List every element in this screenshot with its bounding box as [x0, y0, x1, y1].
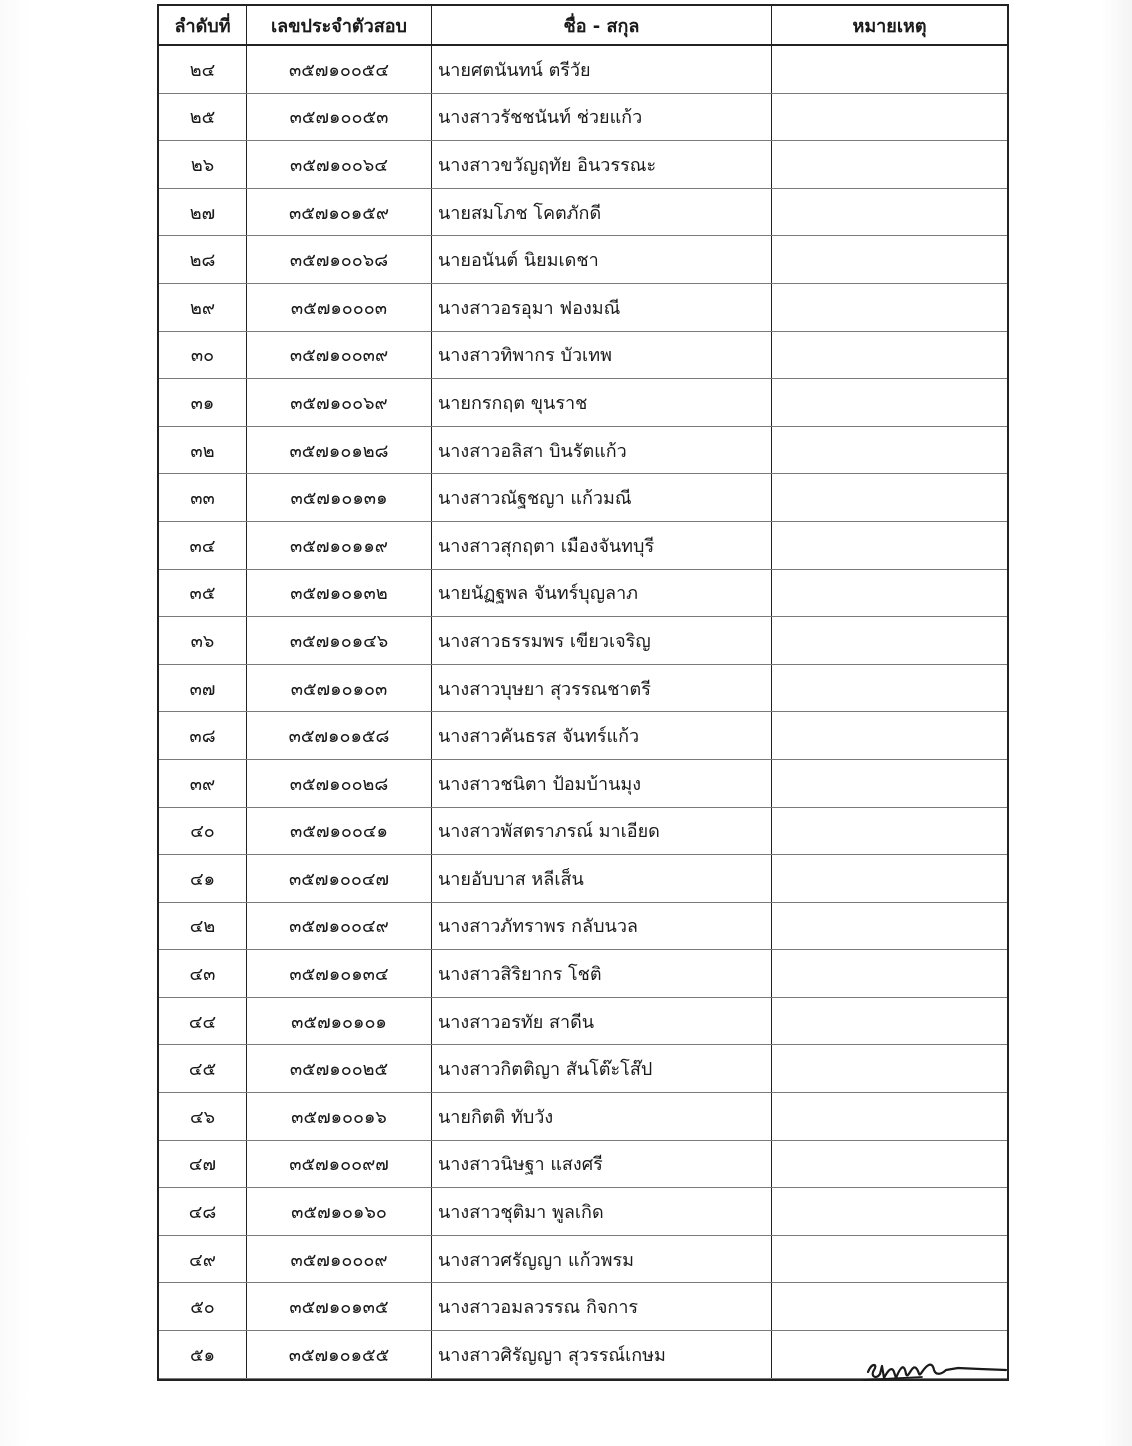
- row-exam-id: ๓๕๗๑๐๑๐๓: [247, 665, 432, 712]
- header-note: หมายเหตุ: [852, 15, 927, 37]
- table-row: [159, 760, 1007, 808]
- table-row: [159, 998, 1007, 1046]
- row-exam-id: ๓๕๗๑๐๐๙๗: [247, 1141, 432, 1188]
- table-row: [159, 379, 1007, 427]
- row-no: ๔๘: [159, 1188, 247, 1235]
- row-note: [772, 236, 1007, 283]
- row-name: นางสาวสุกฤตา เมืองจันทบุรี: [432, 522, 772, 569]
- row-note: [772, 808, 1007, 855]
- table-row: [159, 950, 1007, 998]
- table-row: [159, 1141, 1007, 1189]
- row-no: ๒๕: [159, 94, 247, 141]
- row-note: [772, 998, 1007, 1045]
- row-no: ๒๖: [159, 141, 247, 188]
- row-exam-id: ๓๕๗๑๐๐๕๓: [247, 94, 432, 141]
- table-row: [159, 1236, 1007, 1284]
- row-no: ๔๕: [159, 1045, 247, 1092]
- row-exam-id: ๓๕๗๑๐๑๐๑: [247, 998, 432, 1045]
- row-note: [772, 903, 1007, 950]
- row-note: [772, 617, 1007, 664]
- signature-mark: [862, 1352, 1012, 1386]
- row-no: ๓๔: [159, 522, 247, 569]
- row-note: [772, 1236, 1007, 1283]
- row-note: [772, 1045, 1007, 1092]
- row-note: [772, 712, 1007, 759]
- row-name: นางสาวภัทราพร กลับนวล: [432, 903, 772, 950]
- row-note: [772, 284, 1007, 331]
- table-row: [159, 474, 1007, 522]
- row-exam-id: ๓๕๗๑๐๑๕๙: [247, 189, 432, 236]
- row-name: นายกรกฤต ขุนราช: [432, 379, 772, 426]
- row-note: [772, 665, 1007, 712]
- row-note: [772, 189, 1007, 236]
- row-note: [772, 1188, 1007, 1235]
- row-name: นางสาวศิรัญญา สุวรรณ์เกษม: [432, 1331, 772, 1378]
- row-exam-id: ๓๕๗๑๐๑๓๕: [247, 1283, 432, 1330]
- row-note: [772, 570, 1007, 617]
- row-exam-id: ๓๕๗๑๐๐๐๙: [247, 1236, 432, 1283]
- table-row: [159, 712, 1007, 760]
- table-row: [159, 617, 1007, 665]
- row-no: ๔๔: [159, 998, 247, 1045]
- table-row: [159, 189, 1007, 237]
- row-name: นายศตนันทน์ ตรีวัย: [432, 46, 772, 93]
- row-exam-id: ๓๕๗๑๐๐๒๘: [247, 760, 432, 807]
- table-row: [159, 1188, 1007, 1236]
- table-row: [159, 141, 1007, 189]
- row-note: [772, 1141, 1007, 1188]
- row-exam-id: ๓๕๗๑๐๐๖๘: [247, 236, 432, 283]
- row-no: ๓๒: [159, 427, 247, 474]
- row-note: [772, 760, 1007, 807]
- row-name: นางสาวอมลวรรณ กิจการ: [432, 1283, 772, 1330]
- table-body: [159, 46, 1007, 1379]
- row-exam-id: ๓๕๗๑๐๑๓๒: [247, 570, 432, 617]
- row-name: นางสาวนิษฐา แสงศรี: [432, 1141, 772, 1188]
- row-exam-id: ๓๕๗๑๐๑๑๙: [247, 522, 432, 569]
- table-row: [159, 903, 1007, 951]
- row-name: นางสาวพัสตราภรณ์ มาเอียด: [432, 808, 772, 855]
- row-note: [772, 1093, 1007, 1140]
- row-no: ๓๘: [159, 712, 247, 759]
- row-name: นางสาวทิพากร บัวเทพ: [432, 332, 772, 379]
- row-no: ๕๑: [159, 1331, 247, 1378]
- row-exam-id: ๓๕๗๑๐๑๓๑: [247, 474, 432, 521]
- row-exam-id: ๓๕๗๑๐๐๓๙: [247, 332, 432, 379]
- row-no: ๓๗: [159, 665, 247, 712]
- row-note: [772, 141, 1007, 188]
- row-name: นางสาวขวัญฤทัย อินวรรณะ: [432, 141, 772, 188]
- row-name: นางสาวชนิตา ป้อมบ้านมุง: [432, 760, 772, 807]
- row-exam-id: ๓๕๗๑๐๑๓๔: [247, 950, 432, 997]
- row-name: นายกิตติ ทับวัง: [432, 1093, 772, 1140]
- table-row: [159, 332, 1007, 380]
- row-no: ๔๙: [159, 1236, 247, 1283]
- row-name: นางสาวคันธรส จันทร์แก้ว: [432, 712, 772, 759]
- row-no: ๔๑: [159, 855, 247, 902]
- row-exam-id: ๓๕๗๑๐๑๕๕: [247, 1331, 432, 1378]
- table-header-row: [159, 4, 1007, 46]
- row-no: ๓๕: [159, 570, 247, 617]
- row-name: นางสาวสิริยากร โชติ: [432, 950, 772, 997]
- table-row: [159, 46, 1007, 94]
- row-name: นายอับบาส หลีเส็น: [432, 855, 772, 902]
- row-name: นางสาวอรทัย สาดีน: [432, 998, 772, 1045]
- table-row: [159, 1283, 1007, 1331]
- row-name: นางสาวกิตติญา สันโต๊ะโส๊ป: [432, 1045, 772, 1092]
- row-note: [772, 474, 1007, 521]
- row-note: [772, 332, 1007, 379]
- row-name: นายนัฏฐพล จันทร์บุญลาภ: [432, 570, 772, 617]
- table-row: [159, 284, 1007, 332]
- table-row: [159, 236, 1007, 284]
- row-note: [772, 1283, 1007, 1330]
- row-exam-id: ๓๕๗๑๐๐๖๙: [247, 379, 432, 426]
- row-no: ๔๒: [159, 903, 247, 950]
- row-note: [772, 94, 1007, 141]
- row-no: ๓๙: [159, 760, 247, 807]
- row-no: ๔๓: [159, 950, 247, 997]
- row-name: นางสาวรัชชนันท์ ช่วยแก้ว: [432, 94, 772, 141]
- header-name: ชื่อ - สกุล: [432, 6, 772, 44]
- row-no: ๒๘: [159, 236, 247, 283]
- table-row: [159, 665, 1007, 713]
- table-row: [159, 808, 1007, 856]
- row-exam-id: ๓๕๗๑๐๑๖๐: [247, 1188, 432, 1235]
- row-no: ๒๗: [159, 189, 247, 236]
- table-row: [159, 94, 1007, 142]
- row-no: ๓๓: [159, 474, 247, 521]
- row-no: ๓๑: [159, 379, 247, 426]
- row-no: ๓๐: [159, 332, 247, 379]
- table-row: [159, 855, 1007, 903]
- row-exam-id: ๓๕๗๑๐๑๒๘: [247, 427, 432, 474]
- row-note: [772, 522, 1007, 569]
- row-no: ๔๖: [159, 1093, 247, 1140]
- row-no: ๓๖: [159, 617, 247, 664]
- row-no: ๔๗: [159, 1141, 247, 1188]
- table-row: [159, 1045, 1007, 1093]
- row-exam-id: ๓๕๗๑๐๐๖๔: [247, 141, 432, 188]
- row-no: ๕๐: [159, 1283, 247, 1330]
- row-exam-id: ๓๕๗๑๐๑๕๘: [247, 712, 432, 759]
- row-exam-id: ๓๕๗๑๐๐๐๓: [247, 284, 432, 331]
- row-no: ๒๔: [159, 46, 247, 93]
- row-name: นางสาวอรอุมา ฟองมณี: [432, 284, 772, 331]
- row-exam-id: ๓๕๗๑๐๐๕๔: [247, 46, 432, 93]
- row-exam-id: ๓๕๗๑๐๑๔๖: [247, 617, 432, 664]
- row-exam-id: ๓๕๗๑๐๐๒๕: [247, 1045, 432, 1092]
- row-note: [772, 950, 1007, 997]
- row-name: นางสาวธรรมพร เขียวเจริญ: [432, 617, 772, 664]
- row-note: [772, 855, 1007, 902]
- table-row: [159, 427, 1007, 475]
- table-row: [159, 522, 1007, 570]
- row-no: ๔๐: [159, 808, 247, 855]
- row-name: นายอนันต์ นิยมเดชา: [432, 236, 772, 283]
- row-note: [772, 427, 1007, 474]
- table-row: [159, 1093, 1007, 1141]
- header-no: ลำดับที่: [159, 6, 247, 44]
- row-exam-id: ๓๕๗๑๐๐๔๙: [247, 903, 432, 950]
- row-name: นายสมโภช โคตภักดี: [432, 189, 772, 236]
- header-exam-id: เลขประจำตัวสอบ: [247, 6, 432, 44]
- row-name: นางสาวอลิสา บินรัตแก้ว: [432, 427, 772, 474]
- row-exam-id: ๓๕๗๑๐๐๔๗: [247, 855, 432, 902]
- row-name: นางสาวณัฐชญา แก้วมณี: [432, 474, 772, 521]
- exam-list-table: [157, 4, 1009, 1381]
- table-row: [159, 570, 1007, 618]
- row-no: ๒๙: [159, 284, 247, 331]
- row-exam-id: ๓๕๗๑๐๐๔๑: [247, 808, 432, 855]
- row-note: [772, 379, 1007, 426]
- row-note: [772, 46, 1007, 93]
- row-name: นางสาวบุษยา สุวรรณชาตรี: [432, 665, 772, 712]
- row-name: นางสาวชุติมา พูลเกิด: [432, 1188, 772, 1235]
- row-exam-id: ๓๕๗๑๐๐๑๖: [247, 1093, 432, 1140]
- row-name: นางสาวศรัญญา แก้วพรม: [432, 1236, 772, 1283]
